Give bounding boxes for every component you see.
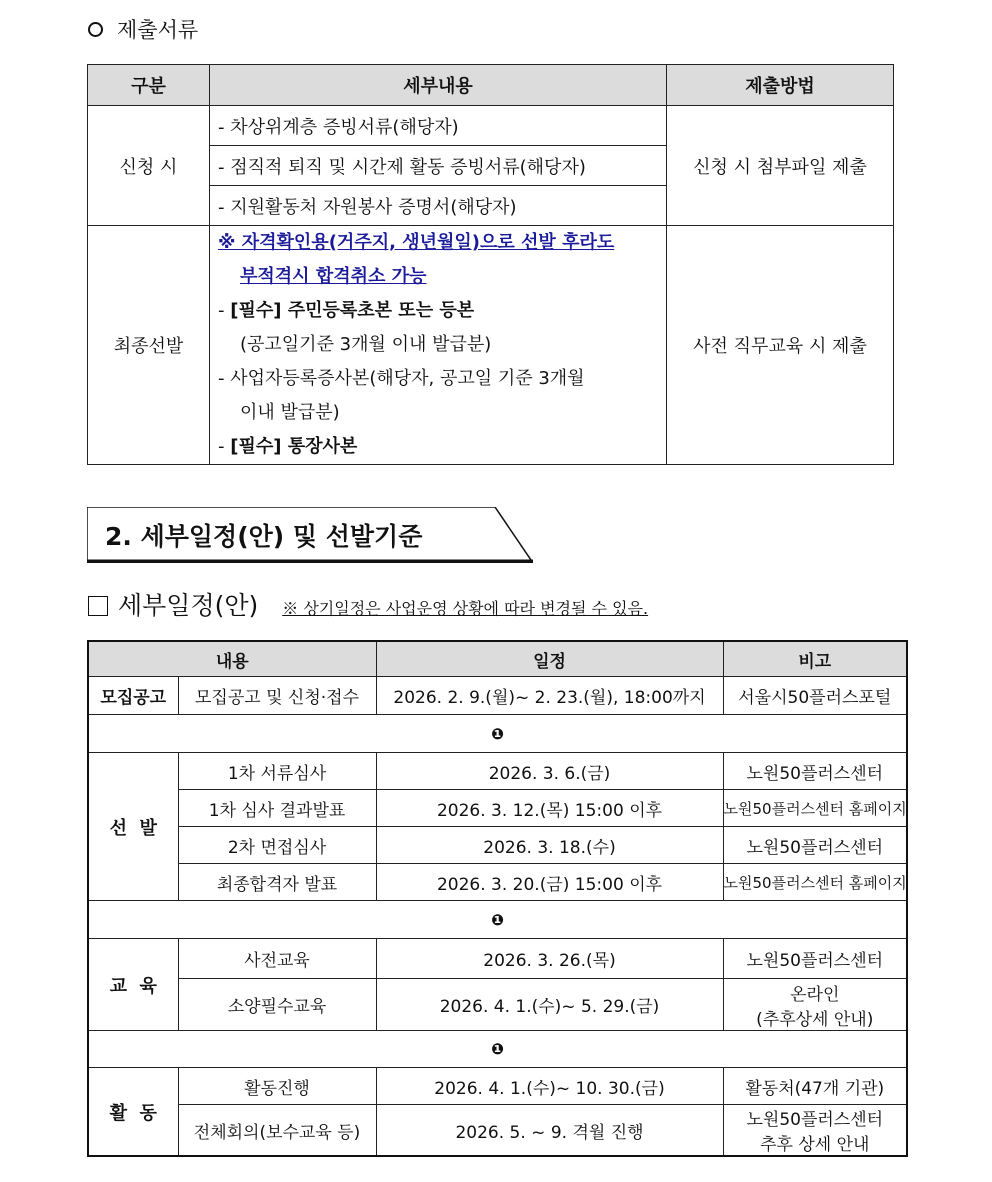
schedule-note: ※ 상기일정은 사업운영 상황에 따라 변경될 수 있음. [282, 599, 649, 618]
table-row [88, 979, 907, 1031]
header-method: 제출방법 [667, 65, 894, 106]
selection-category: 선 발 [88, 753, 178, 901]
circle-bullet-icon [88, 22, 103, 37]
header-note: 비고 [723, 641, 907, 677]
section-banner [87, 507, 533, 563]
recruit-item: 모집공고 및 신청·접수 [178, 677, 376, 715]
education-date: 2026. 3. 26.(목) [376, 939, 723, 979]
recruit-category: 모집공고 [88, 677, 178, 715]
down-arrow-icon: ❶ [88, 715, 907, 753]
arrow-row [88, 715, 907, 753]
selection-note: 노원50플러스센터 홈페이지 [723, 864, 907, 901]
apply-method: 신청 시 첨부파일 제출 [667, 106, 894, 226]
activity-note-line2: 추후 상세 안내 [760, 1135, 870, 1155]
activity-note [723, 1105, 907, 1157]
table-row [88, 753, 907, 790]
education-item: 사전교육 [178, 939, 376, 979]
selection-date: 2026. 3. 18.(수) [376, 827, 723, 864]
header-details: 세부내용 [210, 65, 667, 106]
recruit-date: 2026. 2. 9.(월)~ 2. 23.(월), 18:00까지 [376, 677, 723, 715]
req1-prefix: - [218, 300, 231, 321]
schedule-title-text: 세부일정(안) [118, 591, 259, 620]
arrow-row [88, 901, 907, 939]
schedule-section-title [88, 586, 648, 622]
final-req1 [210, 294, 666, 328]
activity-date: 2026. 5. ~ 9. 격월 진행 [376, 1105, 723, 1157]
final-method: 사전 직무교육 시 제출 [667, 226, 894, 465]
apply-category: 신청 시 [88, 106, 210, 226]
table-row [88, 827, 907, 864]
education-note [723, 979, 907, 1031]
selection-item: 최종합격자 발표 [178, 864, 376, 901]
selection-note: 노원50플러스센터 [723, 827, 907, 864]
banner-title: 2. 세부일정(안) 및 선발기준 [105, 522, 423, 551]
selection-note: 노원50플러스센터 [723, 753, 907, 790]
final-notice-line1: ※ 자격확인용(거주지, 생년월일)으로 선발 후라도 [218, 232, 615, 253]
table-row [88, 864, 907, 901]
activity-date: 2026. 4. 1.(수)~ 10. 30.(금) [376, 1068, 723, 1105]
docs-section-title [88, 14, 198, 44]
down-arrow-icon: ❶ [88, 1031, 907, 1068]
table-row [88, 790, 907, 827]
apply-item-1: - 차상위계층 증빙서류(해당자) [210, 106, 667, 146]
final-details [210, 226, 667, 465]
down-arrow-icon: ❶ [88, 901, 907, 939]
activity-item: 활동진행 [178, 1068, 376, 1105]
final-req1-sub: (공고일기준 3개월 이내 발급분) [240, 334, 492, 355]
final-req2-line1: - 사업자등록증사본(해당자, 공고일 기준 3개월 [218, 368, 585, 389]
docs-title-text: 제출서류 [117, 18, 199, 42]
education-item: 소양필수교육 [178, 979, 376, 1031]
apply-item-3: - 지원활동처 자원봉사 증명서(해당자) [210, 186, 667, 226]
header-date: 일정 [376, 641, 723, 677]
final-req3 [210, 430, 666, 464]
selection-item: 2차 면접심사 [178, 827, 376, 864]
documents-table [87, 64, 894, 465]
final-req2-line2: 이내 발급분) [240, 402, 340, 423]
apply-item-2: - 점직적 퇴직 및 시간제 활동 증빙서류(해당자) [210, 146, 667, 186]
recruit-note: 서울시50플러스포털 [723, 677, 907, 715]
table-row [88, 677, 907, 715]
header-content: 내용 [88, 641, 376, 677]
req3-bold: [필수] 통장사본 [230, 436, 358, 457]
table-row [88, 226, 894, 465]
activity-note-line1: 노원50플러스센터 [746, 1110, 884, 1130]
req3-prefix: - [218, 436, 231, 457]
schedule-table [87, 640, 908, 1157]
education-note-line2: (추후상세 안내) [756, 1009, 874, 1030]
activity-note: 활동처(47개 기관) [723, 1068, 907, 1105]
education-note: 노원50플러스센터 [723, 939, 907, 979]
selection-date: 2026. 3. 6.(금) [376, 753, 723, 790]
req1-bold: [필수] 주민등록초본 또는 등본 [230, 300, 475, 321]
square-bullet-icon [88, 596, 108, 616]
activity-item: 전체회의(보수교육 등) [178, 1105, 376, 1157]
education-category: 교 육 [88, 939, 178, 1031]
selection-item: 1차 심사 결과발표 [178, 790, 376, 827]
header-category: 구분 [88, 65, 210, 106]
table-row [88, 1068, 907, 1105]
final-notice-line2: 부적격시 합격취소 가능 [240, 266, 427, 287]
arrow-row [88, 1031, 907, 1068]
table-header-row [88, 65, 894, 106]
selection-note: 노원50플러스센터 홈페이지 [723, 790, 907, 827]
education-date: 2026. 4. 1.(수)~ 5. 29.(금) [376, 979, 723, 1031]
selection-date: 2026. 3. 20.(금) 15:00 이후 [376, 864, 723, 901]
activity-category: 활 동 [88, 1068, 178, 1157]
selection-item: 1차 서류심사 [178, 753, 376, 790]
table-header-row [88, 641, 907, 677]
table-row [88, 1105, 907, 1157]
final-category: 최종선발 [88, 226, 210, 465]
selection-date: 2026. 3. 12.(목) 15:00 이후 [376, 790, 723, 827]
table-row [88, 939, 907, 979]
table-row [88, 106, 894, 146]
education-note-line1: 온라인 [790, 984, 840, 1005]
